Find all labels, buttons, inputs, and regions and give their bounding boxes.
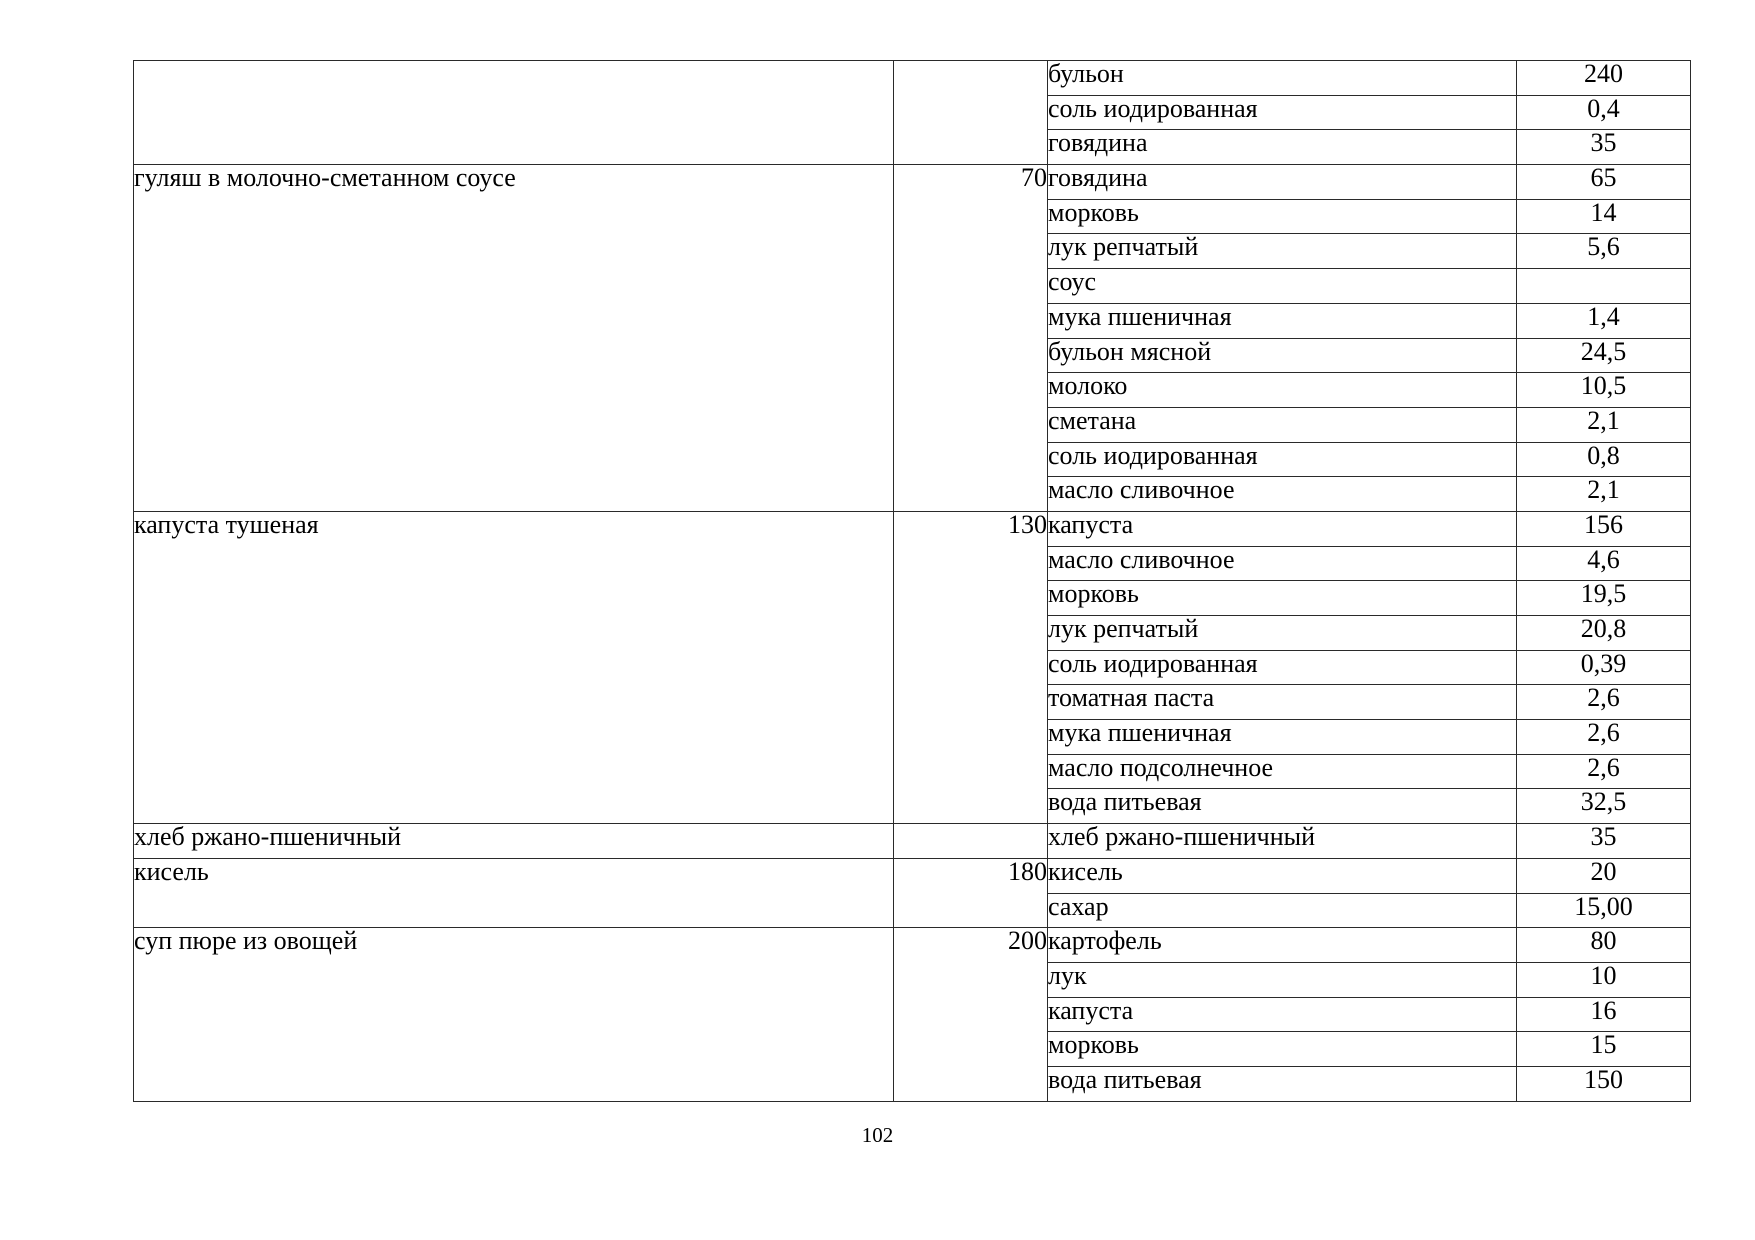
- table-row: [134, 858, 1691, 893]
- dish-name-cell: кисель: [134, 858, 894, 927]
- ingredient-name-cell: масло сливочное: [1048, 477, 1517, 512]
- ingredient-qty-cell: 2,1: [1517, 407, 1691, 442]
- ingredient-name-cell: лук репчатый: [1048, 616, 1517, 651]
- ingredient-qty-cell: 1,4: [1517, 303, 1691, 338]
- ingredient-name-cell: масло подсолнечное: [1048, 754, 1517, 789]
- ingredient-qty-cell: 0,4: [1517, 95, 1691, 130]
- ingredient-name-cell: хлеб ржано-пшеничный: [1048, 824, 1517, 859]
- ingredient-name-cell: масло сливочное: [1048, 546, 1517, 581]
- ingredient-name-cell: соль иодированная: [1048, 442, 1517, 477]
- ingredient-qty-cell: 16: [1517, 997, 1691, 1032]
- dish-name-cell: суп пюре из овощей: [134, 928, 894, 1101]
- dish-name-cell: хлеб ржано-пшеничный: [134, 824, 894, 859]
- ingredient-qty-cell: 32,5: [1517, 789, 1691, 824]
- ingredient-qty-cell: 2,6: [1517, 685, 1691, 720]
- yield-cell: 180: [894, 858, 1048, 927]
- ingredient-name-cell: сахар: [1048, 893, 1517, 928]
- ingredient-name-cell: соль иодированная: [1048, 95, 1517, 130]
- ingredient-qty-cell: 80: [1517, 928, 1691, 963]
- ingredient-qty-cell: 4,6: [1517, 546, 1691, 581]
- ingredient-name-cell: капуста: [1048, 511, 1517, 546]
- ingredient-name-cell: говядина: [1048, 165, 1517, 200]
- ingredient-qty-cell: 19,5: [1517, 581, 1691, 616]
- table-row: [134, 165, 1691, 200]
- ingredient-qty-cell: 2,1: [1517, 477, 1691, 512]
- ingredient-name-cell: говядина: [1048, 130, 1517, 165]
- yield-cell: 130: [894, 511, 1048, 823]
- ingredient-name-cell: кисель: [1048, 858, 1517, 893]
- ingredient-name-cell: морковь: [1048, 1032, 1517, 1067]
- ingredient-qty-cell: 2,6: [1517, 720, 1691, 755]
- ingredient-qty-cell: 24,5: [1517, 338, 1691, 373]
- ingredient-name-cell: соус: [1048, 269, 1517, 304]
- ingredient-qty-cell: 10,5: [1517, 373, 1691, 408]
- dish-name-cell: гуляш в молочно-сметанном соусе: [134, 165, 894, 512]
- recipe-table: [133, 60, 1691, 1102]
- yield-cell: 70: [894, 165, 1048, 512]
- ingredient-name-cell: бульон мясной: [1048, 338, 1517, 373]
- dish-name-cell: капуста тушеная: [134, 511, 894, 823]
- ingredient-qty-cell: 156: [1517, 511, 1691, 546]
- ingredient-qty-cell: 10: [1517, 962, 1691, 997]
- ingredient-qty-cell: 35: [1517, 130, 1691, 165]
- ingredient-qty-cell: 15,00: [1517, 893, 1691, 928]
- ingredient-name-cell: морковь: [1048, 581, 1517, 616]
- ingredient-qty-cell: 2,6: [1517, 754, 1691, 789]
- ingredient-name-cell: томатная паста: [1048, 685, 1517, 720]
- recipe-table-body: [134, 61, 1691, 1102]
- dish-name-cell: [134, 61, 894, 165]
- ingredient-qty-cell: 14: [1517, 199, 1691, 234]
- ingredient-qty-cell: 150: [1517, 1066, 1691, 1101]
- ingredient-name-cell: картофель: [1048, 928, 1517, 963]
- ingredient-name-cell: вода питьевая: [1048, 1066, 1517, 1101]
- ingredient-qty-cell: 65: [1517, 165, 1691, 200]
- table-row: [134, 511, 1691, 546]
- table-row: [134, 928, 1691, 963]
- yield-cell: [894, 824, 1048, 859]
- ingredient-qty-cell: 15: [1517, 1032, 1691, 1067]
- ingredient-qty-cell: 5,6: [1517, 234, 1691, 269]
- page-number: 102: [861, 1123, 894, 1147]
- ingredient-name-cell: соль иодированная: [1048, 650, 1517, 685]
- ingredient-qty-cell: 20: [1517, 858, 1691, 893]
- ingredient-name-cell: морковь: [1048, 199, 1517, 234]
- table-row: [134, 61, 1691, 96]
- ingredient-qty-cell: 240: [1517, 61, 1691, 96]
- ingredient-name-cell: бульон: [1048, 61, 1517, 96]
- ingredient-name-cell: вода питьевая: [1048, 789, 1517, 824]
- ingredient-name-cell: лук репчатый: [1048, 234, 1517, 269]
- ingredient-name-cell: сметана: [1048, 407, 1517, 442]
- ingredient-qty-cell: 0,8: [1517, 442, 1691, 477]
- table-row: [134, 824, 1691, 859]
- ingredient-qty-cell: 0,39: [1517, 650, 1691, 685]
- ingredient-qty-cell: 20,8: [1517, 616, 1691, 651]
- yield-cell: [894, 61, 1048, 165]
- ingredient-qty-cell: 35: [1517, 824, 1691, 859]
- ingredient-name-cell: лук: [1048, 962, 1517, 997]
- ingredient-qty-cell: [1517, 269, 1691, 304]
- yield-cell: 200: [894, 928, 1048, 1101]
- ingredient-name-cell: капуста: [1048, 997, 1517, 1032]
- ingredient-name-cell: мука пшеничная: [1048, 303, 1517, 338]
- ingredient-name-cell: мука пшеничная: [1048, 720, 1517, 755]
- ingredient-name-cell: молоко: [1048, 373, 1517, 408]
